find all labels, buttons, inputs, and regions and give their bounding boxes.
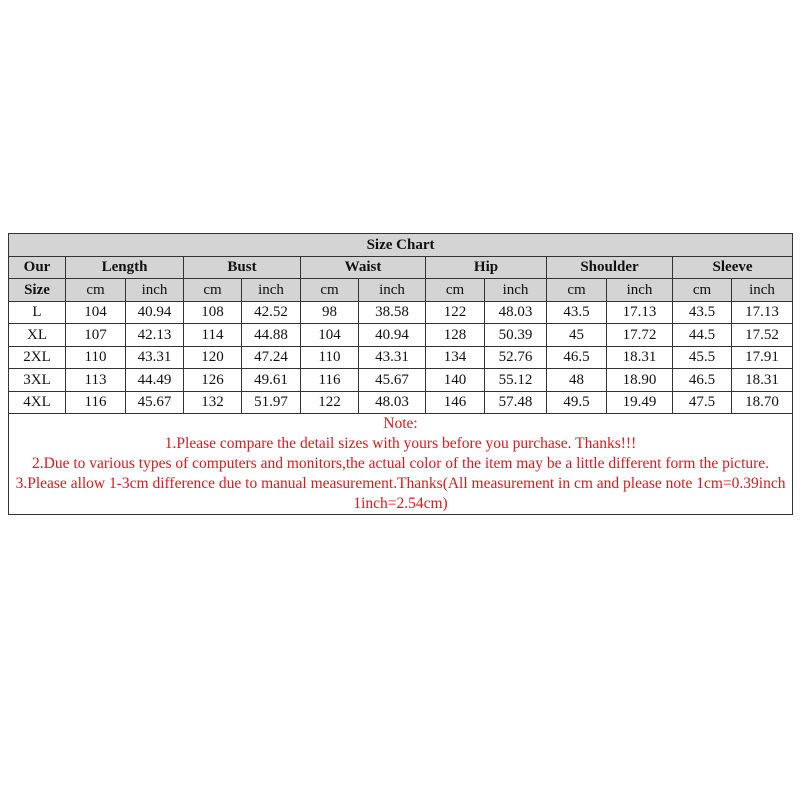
- measurement-cell: 46.5: [673, 369, 732, 392]
- measurement-cell: 17.72: [607, 324, 673, 347]
- group-header-waist: Waist: [301, 256, 426, 279]
- measurement-cell: 50.39: [485, 324, 547, 347]
- measurement-cell: 110: [301, 346, 359, 369]
- unit-header-shoulder-inch: inch: [607, 279, 673, 302]
- group-header-sleeve: Sleeve: [673, 256, 793, 279]
- measurement-cell: 18.90: [607, 369, 673, 392]
- measurement-cell: 18.31: [732, 369, 793, 392]
- unit-header-hip-inch: inch: [485, 279, 547, 302]
- measurement-cell: 113: [66, 369, 126, 392]
- unit-header-shoulder-cm: cm: [547, 279, 607, 302]
- measurement-cell: 108: [184, 301, 242, 324]
- measurement-cell: 17.91: [732, 346, 793, 369]
- measurement-cell: 104: [66, 301, 126, 324]
- measurement-cell: 17.52: [732, 324, 793, 347]
- measurement-cell: 48.03: [359, 391, 426, 414]
- measurement-cell: 44.5: [673, 324, 732, 347]
- table-row: [9, 369, 793, 392]
- size-label-cell: 2XL: [9, 346, 66, 369]
- measurement-cell: 114: [184, 324, 242, 347]
- measurement-cell: 40.94: [359, 324, 426, 347]
- size-label-cell: XL: [9, 324, 66, 347]
- note-heading: Note:: [383, 415, 418, 432]
- table-row: [9, 391, 793, 414]
- measurement-cell: 48.03: [485, 301, 547, 324]
- measurement-cell: 116: [301, 369, 359, 392]
- measurement-cell: 134: [426, 346, 485, 369]
- title-row: [9, 234, 793, 257]
- measurement-cell: 44.88: [242, 324, 301, 347]
- group-header-length: Length: [66, 256, 184, 279]
- measurement-cell: 45.67: [359, 369, 426, 392]
- note-line: 3.Please allow 1-3cm difference due to manual measurement.Thanks(All measurement in cm and please note 1cm=0.39inch 1inch=2.54cm): [15, 475, 786, 512]
- unit-header-waist-cm: cm: [301, 279, 359, 302]
- measurement-cell: 45.67: [126, 391, 184, 414]
- size-label-cell: 3XL: [9, 369, 66, 392]
- measurement-cell: 38.58: [359, 301, 426, 324]
- unit-header-hip-cm: cm: [426, 279, 485, 302]
- measurement-cell: 107: [66, 324, 126, 347]
- measurement-cell: 122: [426, 301, 485, 324]
- measurement-cell: 146: [426, 391, 485, 414]
- measurement-cell: 19.49: [607, 391, 673, 414]
- measurement-cell: 43.31: [126, 346, 184, 369]
- unit-header-waist-inch: inch: [359, 279, 426, 302]
- measurement-cell: 47.5: [673, 391, 732, 414]
- table-row: [9, 346, 793, 369]
- measurement-cell: 120: [184, 346, 242, 369]
- size-header-size: Size: [9, 279, 66, 302]
- unit-header-length-cm: cm: [66, 279, 126, 302]
- measurement-cell: 43.31: [359, 346, 426, 369]
- measurement-cell: 122: [301, 391, 359, 414]
- measurement-cell: 55.12: [485, 369, 547, 392]
- measurement-cell: 45: [547, 324, 607, 347]
- unit-header-bust-inch: inch: [242, 279, 301, 302]
- measurement-cell: 47.24: [242, 346, 301, 369]
- group-header-bust: Bust: [184, 256, 301, 279]
- notes: [9, 414, 793, 515]
- measurement-cell: 18.31: [607, 346, 673, 369]
- measurement-cell: 18.70: [732, 391, 793, 414]
- measurement-cell: 44.49: [126, 369, 184, 392]
- measurement-cell: 49.61: [242, 369, 301, 392]
- measurement-cell: 140: [426, 369, 485, 392]
- measurement-cell: 43.5: [673, 301, 732, 324]
- unit-header-sleeve-cm: cm: [673, 279, 732, 302]
- measurement-cell: 128: [426, 324, 485, 347]
- measurement-cell: 42.52: [242, 301, 301, 324]
- measurement-cell: 17.13: [732, 301, 793, 324]
- note-line: 2.Due to various types of computers and monitors,the actual color of the item may be a little different form the picture.: [32, 455, 770, 472]
- group-header-hip: Hip: [426, 256, 547, 279]
- group-header-row: [9, 256, 793, 279]
- size-chart-table: [8, 233, 793, 515]
- measurement-cell: 49.5: [547, 391, 607, 414]
- chart-title: Size Chart: [9, 234, 793, 257]
- size-label-cell: 4XL: [9, 391, 66, 414]
- measurement-cell: 46.5: [547, 346, 607, 369]
- measurement-cell: 52.76: [485, 346, 547, 369]
- notes-row: [9, 414, 793, 515]
- note-line: 1.Please compare the detail sizes with yours before you purchase. Thanks!!!: [164, 435, 637, 452]
- measurement-cell: 126: [184, 369, 242, 392]
- measurement-cell: 45.5: [673, 346, 732, 369]
- measurement-cell: 40.94: [126, 301, 184, 324]
- measurement-cell: 57.48: [485, 391, 547, 414]
- measurement-cell: 110: [66, 346, 126, 369]
- size-header-our: Our: [9, 256, 66, 279]
- measurement-cell: 51.97: [242, 391, 301, 414]
- unit-header-bust-cm: cm: [184, 279, 242, 302]
- measurement-cell: 43.5: [547, 301, 607, 324]
- unit-header-sleeve-inch: inch: [732, 279, 793, 302]
- measurement-cell: 17.13: [607, 301, 673, 324]
- measurement-cell: 98: [301, 301, 359, 324]
- measurement-cell: 48: [547, 369, 607, 392]
- measurement-cell: 116: [66, 391, 126, 414]
- unit-header-row: [9, 279, 793, 302]
- measurement-cell: 132: [184, 391, 242, 414]
- table-row: [9, 301, 793, 324]
- unit-header-length-inch: inch: [126, 279, 184, 302]
- group-header-shoulder: Shoulder: [547, 256, 673, 279]
- size-label-cell: L: [9, 301, 66, 324]
- measurement-cell: 42.13: [126, 324, 184, 347]
- table-row: [9, 324, 793, 347]
- measurement-cell: 104: [301, 324, 359, 347]
